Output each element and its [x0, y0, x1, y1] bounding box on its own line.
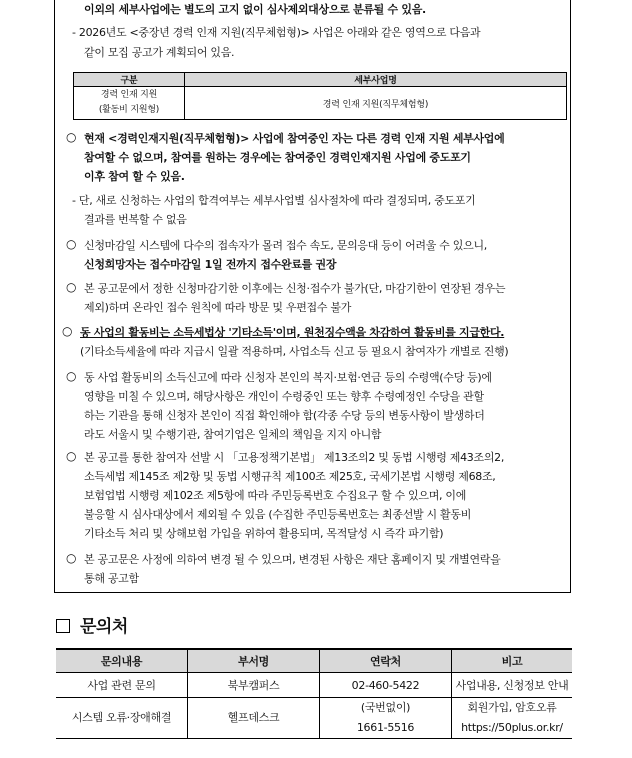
dash-note-2-line2: 결과를 번복할 수 없음: [84, 213, 187, 226]
item1-line2: 참여할 수 없으며, 참여를 원하는 경우에는 참여중인 경력인재지원 사업에 중도포기: [84, 151, 471, 164]
contact-table: [56, 648, 572, 739]
contact-phone-line1: (국번없이): [360, 701, 411, 714]
contact-header-phone: 연락처: [320, 649, 452, 673]
contact-phone-line2: 1661-5516: [356, 721, 415, 734]
item3-line1: 본 공고문에서 정한 신청마감기한 이후에는 신청·접수가 불가(단, 마감기한이 연장된 경우는: [84, 282, 506, 295]
circle-bullet-icon: ○: [66, 369, 77, 383]
contact-dept: 헬프데스크: [188, 698, 320, 739]
contact-note-line1: 회원가입, 암호오류: [467, 701, 557, 714]
sub-table-category: [74, 87, 185, 120]
sub-table-category-line1: 경력 인재 지원: [100, 90, 158, 100]
circle-bullet-icon: ○: [66, 449, 77, 463]
contact-section-title: [56, 612, 128, 637]
item4-line2: (기타소득세율에 따라 지급시 일괄 적용하며, 사업소득 신고 등 필요시 참여자가 개별로 진행): [80, 345, 509, 358]
item5-line1: 동 사업 활동비의 소득신고에 따라 신청자 본인의 복지·보험·연금 등의 수령액(수당 등)에: [84, 371, 492, 384]
sub-table-category-line2: (활동비 지원형): [98, 105, 160, 115]
item6-line1: 본 공고를 통한 참여자 선발 시 「고용정책기본법」 제13조의2 및 동법 시행령 제43조의2,: [84, 451, 505, 464]
dash-note-1-line1: - 2026년도 <중장년 경력 인재 지원(직무체험형)> 사업은 아래와 같은 영역으로 다음과: [72, 26, 481, 39]
contact-topic: 사업 관련 문의: [56, 673, 188, 698]
table-row: [56, 698, 572, 739]
item5-line4: 라도 서울시 및 수행기관, 참여기업은 일체의 책임을 지지 아니함: [84, 428, 382, 441]
item6-line3: 보험업법 시행령 제102조 제5항에 따라 주민등록번호 수집요구 할 수 있으며, 이에: [84, 489, 467, 502]
contact-website-link[interactable]: https://50plus.or.kr/: [461, 721, 563, 734]
sub-table-header-category: 구분: [74, 73, 185, 87]
item3-line2: 제외)하며 온라인 접수 원칙에 따라 방문 및 우편접수 불가: [84, 301, 352, 314]
contact-phone: 02-460-5422: [320, 673, 452, 698]
contact-note: [452, 698, 573, 739]
sub-table-header-program: 세부사업명: [185, 73, 567, 87]
contact-note: 사업내용, 신청정보 안내: [452, 673, 573, 698]
circle-bullet-icon: ○: [66, 237, 77, 251]
dash-note-2-line1: - 단, 새로 신청하는 사업의 합격여부는 세부사업별 심사절차에 따라 결정되며, 중도포기: [72, 194, 476, 207]
dash-note-1-line2: 같이 모집 공고가 계획되어 있음.: [84, 46, 235, 59]
circle-bullet-icon: ○: [66, 551, 77, 565]
item2-line2: 신청희망자는 접수마감일 1일 전까지 접수완료를 권장: [84, 258, 337, 271]
sub-program-table: [73, 72, 567, 120]
item5-line3: 하는 기관을 통해 신청자 본인이 직접 확인해야 함(각종 수당 등의 변동사항이 발생하더: [84, 409, 485, 422]
sub-table-program: 경력 인재 지원(직무체험형): [185, 87, 567, 120]
contact-header-dept: 부서명: [188, 649, 320, 673]
item1-line3: 이후 참여 할 수 있음.: [84, 170, 185, 183]
contact-phone: [320, 698, 452, 739]
contact-title-text: 문의처: [80, 617, 128, 637]
circle-bullet-icon: ○: [66, 280, 77, 294]
contact-dept: 북부캠퍼스: [188, 673, 320, 698]
contact-header-topic: 문의내용: [56, 649, 188, 673]
item1-line1: 현재 <경력인재지원(직무체험형)> 사업에 참여중인 자는 다른 경력 인재 지원 세부사업에: [84, 132, 505, 145]
table-row: [56, 673, 572, 698]
circle-bullet-icon: ○: [62, 324, 73, 338]
item6-line5: 기타소득 처리 및 상해보험 가입을 위하여 활용되며, 목적달성 시 즉각 파기함): [84, 527, 444, 540]
square-icon: [56, 619, 70, 633]
item6-line4: 불응할 시 심사대상에서 제외될 수 있음 (수집한 주민등록번호는 최종선발 시 활동비: [84, 508, 472, 521]
item4-line1: 동 사업의 활동비는 소득세법상 '기타소득'이며, 원천징수액을 차감하여 활동비를 지급한다.: [80, 326, 505, 339]
contact-topic: 시스템 오류·장애해결: [56, 698, 188, 739]
notice-top-line: 이외의 세부사업에는 별도의 고지 없이 심사제외대상으로 분류될 수 있음.: [84, 3, 426, 16]
circle-bullet-icon: ○: [66, 130, 77, 144]
item6-line2: 소득세법 제145조 제2항 및 동법 시행규칙 제100조 제25호, 국세기본법 시행령 제68조,: [84, 470, 496, 483]
item7-line2: 통해 공고함: [84, 572, 139, 585]
item2-line1: 신청마감일 시스템에 다수의 접속자가 몰려 접수 속도, 문의응대 등이 어려울 수 있으니,: [84, 239, 487, 252]
item7-line1: 본 공고문은 사정에 의하여 변경 될 수 있으며, 변경된 사항은 재단 홈페이지 및 개별연락을: [84, 553, 501, 566]
item5-line2: 영향을 미칠 수 있으며, 해당사항은 개인이 수령중인 또는 향후 수령예정인 수당을 관할: [84, 390, 484, 403]
contact-header-note: 비고: [452, 649, 573, 673]
